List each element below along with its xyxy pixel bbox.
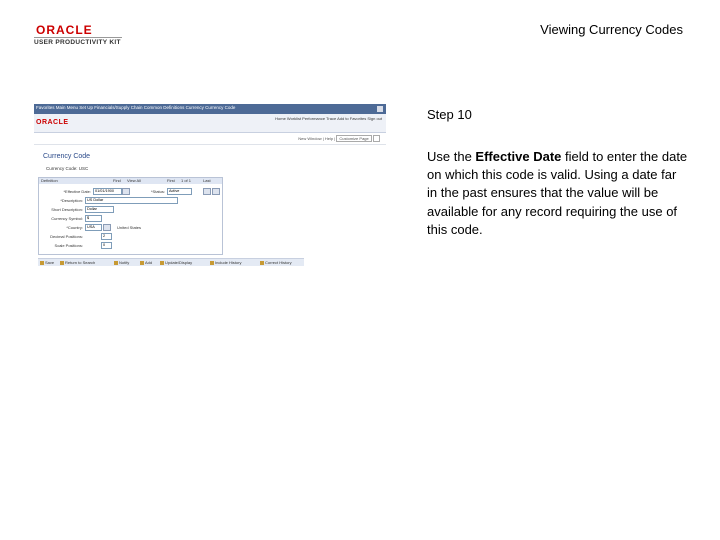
return-to-search-button[interactable]: Return to Search	[60, 260, 95, 265]
application-screenshot	[34, 104, 386, 266]
find-link[interactable]: Find	[113, 178, 121, 183]
short-description-field[interactable]: Dollar	[85, 206, 114, 213]
notify-button[interactable]: Notify	[114, 260, 129, 265]
grid-header	[39, 178, 222, 184]
status-select[interactable]: Active	[167, 188, 192, 195]
return-icon	[60, 261, 64, 265]
desc-prefix: Use the	[427, 149, 476, 164]
menu-bar	[34, 104, 386, 114]
notify-icon	[114, 261, 118, 265]
scale-positions-field[interactable]: 0	[101, 242, 112, 249]
description-label: *Description:	[60, 198, 83, 203]
last-link[interactable]: Last	[203, 178, 211, 183]
step-description	[427, 148, 689, 239]
history-icon	[210, 261, 214, 265]
row-count: 1 of 1	[181, 178, 192, 183]
currency-code-label: Currency Code:	[46, 166, 78, 171]
currency-symbol-field[interactable]: $	[85, 215, 102, 222]
page-title: Currency Code	[43, 153, 91, 160]
definition-grid	[38, 177, 223, 255]
add-button[interactable]: Add	[140, 260, 152, 265]
delete-row-icon[interactable]	[212, 188, 220, 195]
grid-title: Definition	[41, 178, 58, 183]
country-label: *Country:	[66, 225, 83, 230]
first-link[interactable]: First	[167, 178, 175, 183]
lookup-icon[interactable]	[103, 224, 111, 231]
add-icon	[140, 261, 144, 265]
page-toolbar	[38, 258, 304, 266]
page-links: New Window | Help | Customize Page	[298, 135, 380, 142]
help-link[interactable]: Help	[324, 136, 334, 141]
customize-page-link[interactable]: Customize Page	[336, 135, 371, 142]
desc-suffix: field to enter the date on which this code is valid. Using a date far in the past ensures that the value will be available for any record requiring the use of this code.	[427, 149, 688, 237]
update-display-button[interactable]: Update/Display	[160, 260, 192, 265]
decimal-positions-label: Decimal Positions:	[50, 234, 83, 239]
logo-brand: ORACLE	[36, 23, 93, 37]
desc-emphasis: Effective Date	[475, 149, 562, 164]
decimal-positions-field[interactable]: 2	[101, 233, 112, 240]
slide-title: Viewing Currency Codes	[540, 22, 683, 37]
breadcrumb[interactable]: Favorites Main Menu Set Up Financials/Supply Chain Common Definitions Currency Currency Code	[36, 105, 236, 110]
view-all-link[interactable]: View All	[127, 178, 141, 183]
country-field[interactable]: USA	[85, 224, 102, 231]
update-icon	[160, 261, 164, 265]
include-history-button[interactable]: Include History	[210, 260, 241, 265]
oracle-upk-logo	[34, 23, 124, 49]
currency-symbol-label: Currency Symbol:	[51, 216, 83, 221]
save-button[interactable]: Save	[40, 260, 54, 265]
logo-subtitle: USER PRODUCTIVITY KIT	[34, 39, 121, 46]
menu-scroll-icon[interactable]	[377, 106, 383, 112]
scale-positions-label: Scale Positions:	[54, 243, 83, 248]
short-description-label: Short Description:	[51, 207, 83, 212]
country-name: United States	[117, 225, 142, 230]
status-label: *Status:	[150, 189, 165, 194]
divider	[34, 144, 386, 145]
currency-code-value: USC	[78, 166, 89, 171]
app-header	[34, 114, 386, 133]
step-label: Step 10	[427, 107, 472, 122]
calendar-icon[interactable]	[122, 188, 130, 195]
save-icon	[40, 261, 44, 265]
currency-code-line	[46, 166, 88, 171]
description-field[interactable]: US Dollar	[85, 197, 178, 204]
correct-history-icon	[260, 261, 264, 265]
effective-date-label: *Effective Date:	[63, 189, 91, 194]
new-window-link[interactable]: New Window	[298, 136, 322, 141]
app-logo: ORACLE	[36, 119, 69, 126]
logo-rule	[34, 37, 122, 38]
header-links[interactable]: Home Worklist Performance Trace Add to Favorites Sign out	[275, 116, 382, 121]
http-icon[interactable]	[373, 135, 380, 142]
correct-history-button[interactable]: Correct History	[260, 260, 292, 265]
effective-date-field[interactable]: 01/01/1900	[93, 188, 122, 195]
add-row-icon[interactable]	[203, 188, 211, 195]
